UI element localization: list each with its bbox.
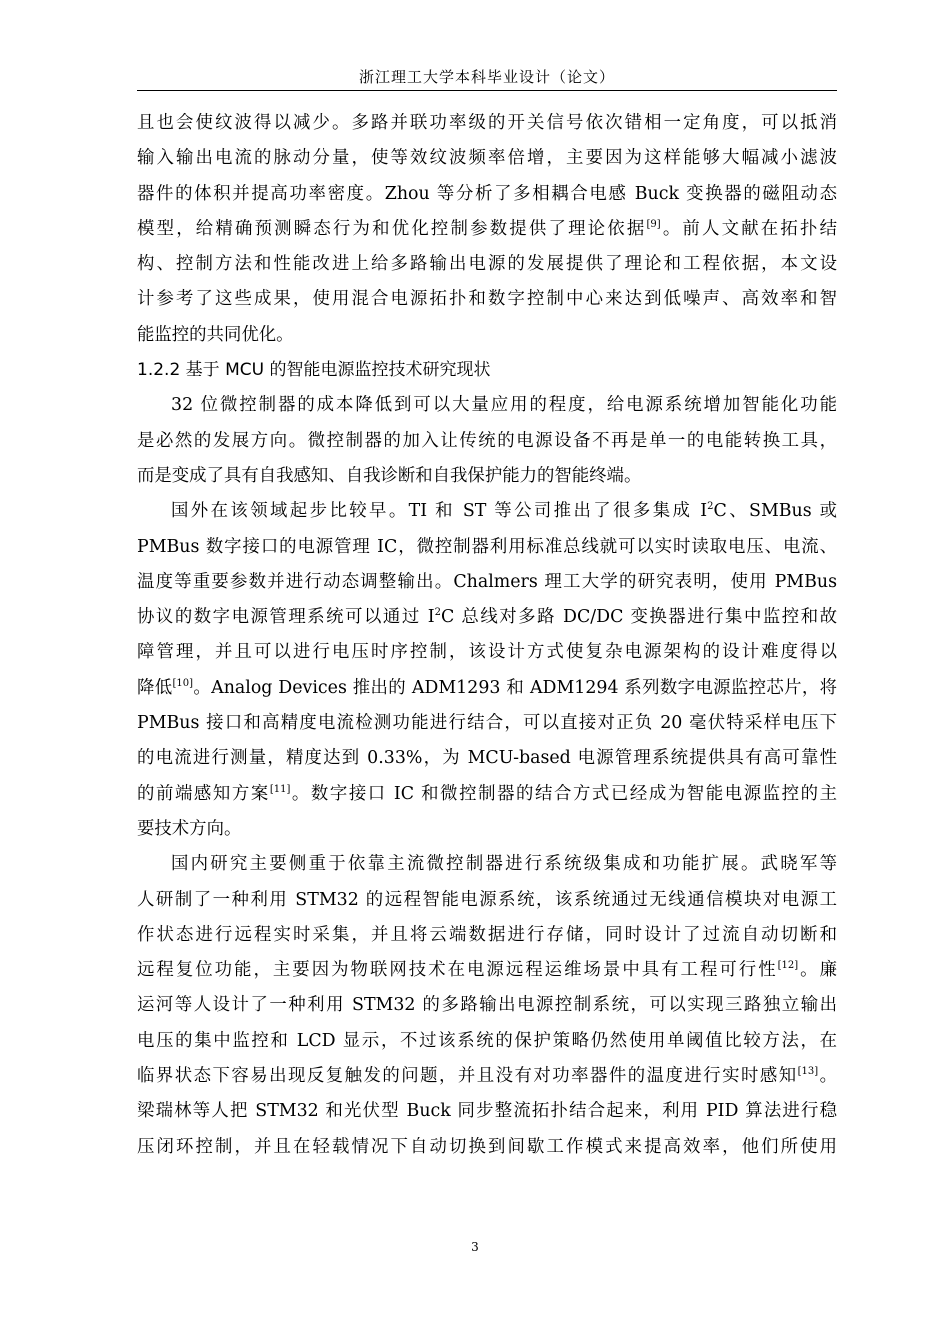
- header-rule: [137, 90, 837, 91]
- text-line: 输入输出电流的脉动分量，使等效纹波频率倍增，主要因为这样能够大幅减小滤波: [137, 148, 837, 169]
- text-line: 32 位微控制器的成本降低到可以大量应用的程度，给电源系统增加智能化功能: [171, 395, 837, 416]
- citation: [13]: [797, 1066, 819, 1078]
- text-line: 温度等重要参数并进行动态调整输出。Chalmers 理工大学的研究表明，使用 PMBus: [137, 571, 837, 592]
- text-line: 人研制了一种利用 STM32 的远程智能电源系统，该系统通过无线通信模块对电源工: [137, 889, 837, 910]
- superscript: 2: [707, 501, 714, 513]
- text-line: 运河等人设计了一种利用 STM32 的多路输出电源控制系统，可以实现三路独立输出: [137, 995, 837, 1016]
- section-heading: 1.2.2 基于 MCU 的智能电源监控技术研究现状: [137, 360, 491, 381]
- body-text: [137, 106, 837, 1165]
- superscript: 2: [434, 607, 442, 619]
- text-line: 压闭环控制，并且在轻载情况下自动切换到间歇工作模式来提高效率，他们所使用: [137, 1136, 837, 1157]
- page-header: 浙江理工大学本科毕业设计（论文）: [358, 68, 615, 86]
- text-line: 而是变成了具有自我感知、自我诊断和自我保护能力的智能终端。: [137, 465, 642, 486]
- text-line: 能监控的共同优化。: [137, 324, 294, 345]
- text-line: 器件的体积并提高功率密度。Zhou 等分析了多相耦合电感 Buck 变换器的磁阻动态: [137, 183, 837, 204]
- text-line: 的电流进行测量，精度达到 0.33%，为 MCU-based 电源管理系统提供具有高可靠性: [137, 748, 837, 769]
- text-line: 模型，给精确预测瞬态行为和优化控制参数提供了理论依据[9]。前人文献在拓扑结: [137, 218, 837, 239]
- text-line: 且也会使纹波得以减少。多路并联功率级的开关信号依次错相一定角度，可以抵消: [137, 113, 837, 133]
- text-line: 远程复位功能，主要因为物联网技术在电源远程运维场景中具有工程可行性[12]。廉: [137, 960, 837, 981]
- text-line: 障管理，并且可以进行电压时序控制，该设计方式使复杂电源架构的设计难度得以: [137, 642, 837, 663]
- page-number: 3: [471, 1240, 479, 1254]
- text-line: 作状态进行远程实时采集，并且将云端数据进行存储，同时设计了过流自动切断和: [137, 924, 837, 945]
- text-line: PMBus 数字接口的电源管理 IC，微控制器利用标准总线就可以实时读取电压、电流、: [137, 536, 837, 557]
- text-line: 构、控制方法和性能改进上给多路输出电源的发展提供了理论和工程依据，本文设: [137, 254, 837, 275]
- text-line: 国内研究主要侧重于依靠主流微控制器进行系统级集成和功能扩展。武晓军等: [171, 854, 837, 875]
- text-line: 国外在该领域起步比较早。TI 和 ST 等公司推出了很多集成 $I^2C$、SMBus 或: [171, 501, 837, 522]
- text-line: 协议的数字电源管理系统可以通过 $I^2C$ 总线对多路 DC/DC 变换器进行集中监控和故: [137, 607, 838, 628]
- text-line: 电压的集中监控和 LCD 显示，不过该系统的保护策略仍然使用单阈值比较方法，在: [137, 1030, 837, 1051]
- text-line: PMBus 接口和高精度电流检测功能进行结合，可以直接对正负 20 毫伏特采样电压下: [137, 713, 837, 734]
- text-line: 是必然的发展方向。微控制器的加入让传统的电源设备不再是单一的电能转换工具，: [137, 430, 837, 451]
- citation: [11]: [269, 783, 291, 795]
- citation: [9]: [646, 218, 661, 230]
- text-line: 降低[10]。Analog Devices 推出的 ADM1293 和 ADM1294 系列数字电源监控芯片，将: [137, 677, 837, 698]
- text-line: 计参考了这些成果，使用混合电源拓扑和数字控制中心来达到低噪声、高效率和智: [137, 289, 837, 310]
- text-line: 梁瑞林等人把 STM32 和光伏型 Buck 同步整流拓扑结合起来，利用 PID 算法进行稳: [137, 1101, 837, 1122]
- text-line: 的前端感知方案[11]。数字接口 IC 和微控制器的结合方式已经成为智能电源监控的主: [137, 783, 837, 804]
- citation: [10]: [172, 677, 194, 689]
- text-line: 要技术方向。: [137, 818, 242, 839]
- text-line: 临界状态下容易出现反复触发的问题，并且没有对功率器件的温度进行实时感知[13]。: [137, 1066, 837, 1087]
- citation: [12]: [777, 960, 799, 972]
